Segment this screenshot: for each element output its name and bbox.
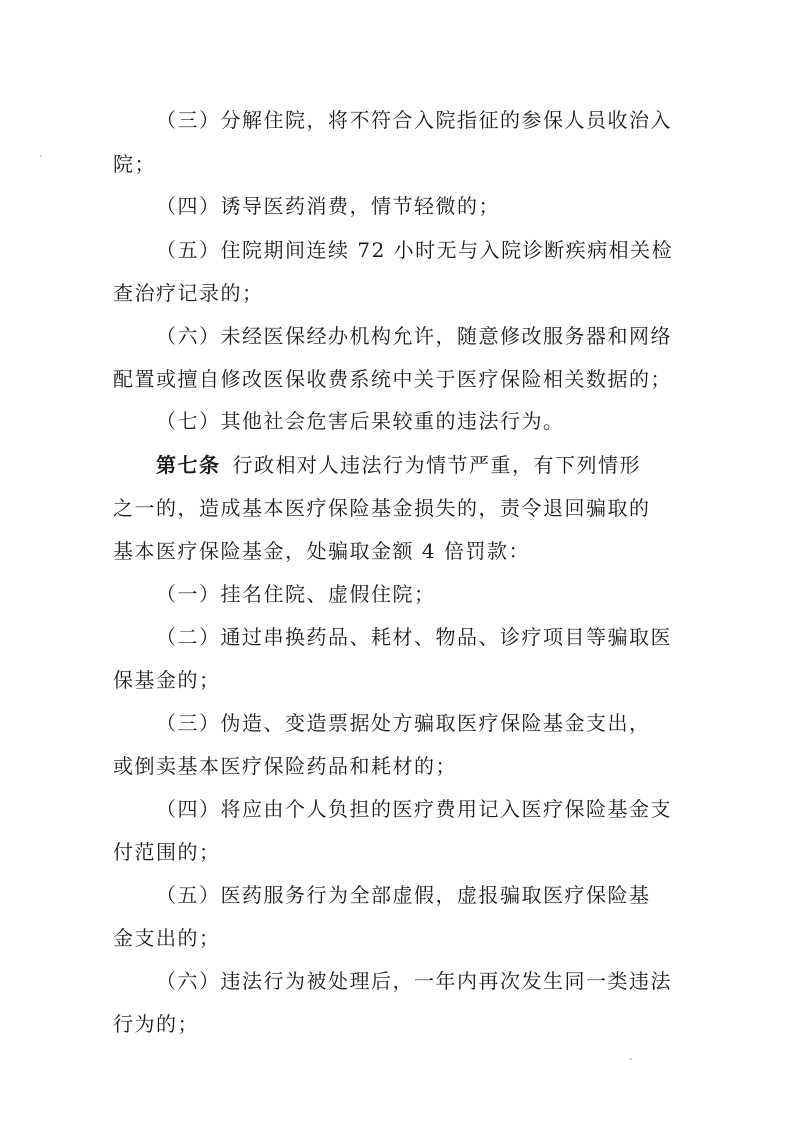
text-line: 金支出的； bbox=[113, 926, 221, 950]
text-line: （四）诱导医药消费，情节轻微的； bbox=[156, 194, 500, 218]
text-line: （三）伪造、变造票据处方骗取医疗保险基金支出， bbox=[156, 711, 651, 735]
text-line: 行为的； bbox=[113, 1012, 199, 1036]
text-line: 之一的，造成基本医疗保险基金损失的，责令退回骗取的 bbox=[113, 496, 651, 520]
scan-speck bbox=[630, 1058, 632, 1060]
text-line: （二）通过串换药品、耗材、物品、诊疗项目等骗取医 bbox=[156, 625, 672, 649]
article-heading: 第七条 bbox=[156, 453, 221, 477]
text-line: （七）其他社会危害后果较重的违法行为。 bbox=[156, 409, 565, 433]
text-line: （六）违法行为被处理后，一年内再次发生同一类违法 bbox=[156, 969, 672, 993]
text-line: 配置或擅自修改医保收费系统中关于医疗保险相关数据的； bbox=[113, 367, 672, 391]
article-text: 行政相对人违法行为情节严重，有下列情形 bbox=[232, 453, 641, 477]
text-line: （六）未经医保经办机构允许，随意修改服务器和网络 bbox=[156, 324, 672, 348]
text-line: 付范围的； bbox=[113, 840, 221, 864]
article-line bbox=[156, 452, 716, 478]
text-line: 院； bbox=[113, 152, 156, 176]
text-line: 保基金的； bbox=[113, 668, 221, 692]
text-line: （一）挂名住院、虚假住院； bbox=[156, 582, 436, 606]
text-line: （四）将应由个人负担的医疗费用记入医疗保险基金支 bbox=[156, 797, 672, 821]
text-line: （三）分解住院，将不符合入院指征的参保人员收治入 bbox=[156, 108, 672, 132]
text-line: 查治疗记录的； bbox=[113, 281, 264, 305]
text-line: 或倒卖基本医疗保险药品和耗材的； bbox=[113, 754, 457, 778]
text-line: 基本医疗保险基金，处骗取金额 4 倍罚款： bbox=[113, 539, 530, 563]
text-line: （五）住院期间连续 72 小时无与入院诊断疾病相关检 bbox=[156, 238, 674, 262]
scan-speck bbox=[40, 155, 42, 157]
text-line: （五）医药服务行为全部虚假，虚报骗取医疗保险基 bbox=[156, 883, 651, 907]
